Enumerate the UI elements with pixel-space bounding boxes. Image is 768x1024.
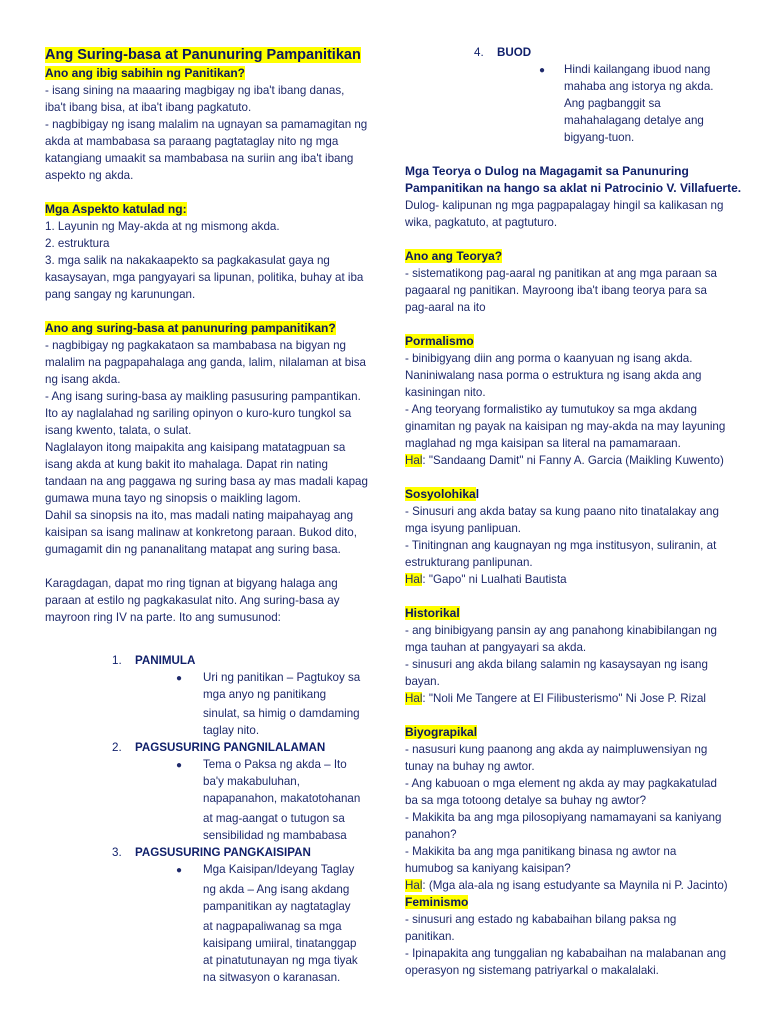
theory-heading-tail: l — [475, 487, 480, 501]
text-line: operasyon ng sistemang patriyarkal o makalalaki. — [405, 964, 659, 977]
text-line: taglay nito. — [203, 724, 260, 737]
text-line: tandaan na ang paggawa ng suring basa ay mas madali kapag — [45, 475, 368, 488]
text-line: wika, pagkatuto, at pagtuturo. — [405, 216, 558, 229]
bullet-icon: ● — [176, 673, 183, 684]
section-heading: Pampanitikan na hango sa aklat ni Patrocinio V. Villafuerte. — [405, 181, 742, 195]
bullet-icon: ● — [539, 65, 546, 76]
text-line: panahon? — [405, 828, 457, 841]
list-number: 4. — [474, 46, 484, 59]
teorya-definition — [405, 265, 755, 316]
document-title: Ang Suring-basa at Panunuring Pampanitikan — [45, 47, 361, 63]
text-line: - sinusuri ang akda bilang salamin ng kasaysayan ng isang — [405, 658, 708, 671]
text-line: humubog sa kaniyang kaisipan? — [405, 862, 571, 875]
text-line: akda at mambabasa sa paraang pagtataglay nito ng mga — [45, 135, 339, 148]
text-line: - Ang kabuoan o mga element ng akda ay may pagkakatulad — [405, 777, 717, 790]
text-line: iba't ibang bisa, at iba't ibang pagkatuto. — [45, 101, 252, 114]
text-line: - nasusuri kung paanong ang akda ay naimpluwensiyan ng — [405, 743, 708, 756]
text-line: maglahad ng mga kaisipan sa literal na pamamaraan. — [405, 437, 681, 450]
text-line: at nagpapaliwanag sa mga — [203, 920, 342, 933]
text-line: - Ang teoryang formalistiko ay tumutukoy sa mga akdang — [405, 403, 697, 416]
text-line: - nagbibigay ng isang malalim na ugnayan sa pamamagitan ng — [45, 118, 368, 131]
text-line: ng akda – Ang isang akdang — [203, 883, 350, 896]
example-text: : "Gapo" ni Lualhati Bautista — [422, 573, 567, 586]
text-line: - sinusuri ang estado ng kababaihan bilang paksa ng — [405, 913, 677, 926]
text-line: estrukturang panlipunan. — [405, 556, 533, 569]
text-line: katangiang umaakit sa mambabasa na suriin ang iba't ibang — [45, 152, 354, 165]
list-number: 1. — [112, 654, 122, 667]
text-line: gumagamit din ng pananalitang matapat ang suring basa. — [45, 543, 341, 556]
text-line: tunay na buhay ng awtor. — [405, 760, 535, 773]
text-line: - Tinitingnan ang kaugnayan ng mga institusyon, suliranin, at — [405, 539, 717, 552]
text-line: Dulog- kalipunan ng mga pagpapalagay hingil sa kalikasan ng — [405, 199, 724, 212]
part-label: PANIMULA — [135, 654, 196, 667]
text-line: - nagbibigay ng pagkakataon sa mambabasa na bigyan ng — [45, 339, 347, 352]
text-line: Uri ng panitikan – Pagtukoy sa — [203, 671, 361, 684]
example-line — [405, 690, 755, 707]
text-line: - Makikita ba ang mga pilosopiyang namamayani sa kaniyang — [405, 811, 722, 824]
heading-ano-suring-basa: Ano ang suring-basa at panunuring pampanitikan? — [45, 321, 336, 335]
text-line: mahahalagang detalye ang — [564, 114, 704, 127]
text-line: kasaysayan, mga pangyayari sa lipunan, politika, buhay at iba — [45, 271, 364, 284]
text-line: gumawa muna tayo ng sinopsis o maikling lagom. — [45, 492, 301, 505]
text-line: ba sa mga totoong detalye sa buhay ng awtor? — [405, 794, 647, 807]
text-line: ba'y makabuluhan, — [203, 775, 300, 788]
text-line: Ang pagbanggit sa — [564, 97, 661, 110]
part-item-pangkaisipan — [45, 844, 370, 861]
text-line: pagaaral ng panitikan. Mayroong iba't ibang teorya para sa — [405, 284, 707, 297]
part-item-pangnilalaman — [45, 739, 370, 756]
text-line: pag-aaral na ito — [405, 301, 486, 314]
text-line: - isang sining na maaaring magbigay ng iba't ibang danas, — [45, 84, 345, 97]
example-text: : "Noli Me Tangere at El Filibusterismo" Ni Jose P. Rizal — [422, 692, 706, 705]
example-line — [405, 571, 755, 588]
part-label: BUOD — [497, 46, 532, 59]
theory-heading: Sosyolohika — [405, 487, 476, 501]
text-line: Naglalayon itong maipakita ang kaisipang matatagpuan sa — [45, 441, 346, 454]
text-line: - sistematikong pag-aaral ng panitikan at ang mga paraan sa — [405, 267, 717, 280]
text-line: bayan. — [405, 675, 440, 688]
text-line: 2. estruktura — [45, 237, 110, 250]
text-line: pang sangay ng karunungan. — [45, 288, 196, 301]
text-line: isang akda at kung bakit ito mahalaga. Dapat rin nating — [45, 458, 328, 471]
bullet-icon: ● — [176, 865, 183, 876]
text-line: ng isang akda. — [45, 373, 121, 386]
part-label: PAGSUSURING PANGKAISIPAN — [135, 846, 311, 859]
theory-heading: Historikal — [405, 606, 460, 620]
text-line: isang kwento, talata, o sulat. — [45, 424, 192, 437]
bullet-icon: ● — [176, 760, 183, 771]
theory-heading: Feminismo — [405, 895, 469, 909]
hal-label: Hal — [405, 454, 423, 467]
text-line: mayroon ring IV na parte. Ito ang sumusunod: — [45, 611, 281, 624]
text-line: - binibigyang diin ang porma o kaanyuan ng isang akda. — [405, 352, 693, 365]
text-line: kasiningan nito. — [405, 386, 486, 399]
list-number: 2. — [112, 741, 122, 754]
example-line — [405, 877, 755, 894]
suring-basa-definition — [45, 337, 370, 558]
text-line: kaisipan sa isang malinaw at konkretong paraan. Bukod dito, — [45, 526, 357, 539]
text-line: 1. Layunin ng May-akda at ng mismong akda. — [45, 220, 280, 233]
hal-label: Hal — [405, 879, 423, 892]
text-line: sensibilidad ng mambabasa — [203, 829, 347, 842]
theory-heading: Pormalismo — [405, 334, 474, 348]
text-line: na sitwasyon o karanasan. — [203, 971, 341, 984]
theory-feminismo — [405, 894, 755, 979]
text-line: panitikan. — [405, 930, 455, 943]
part-bullet — [176, 669, 370, 739]
example-text: : (Mga ala-ala ng isang estudyante sa Maynila ni P. Jacinto) — [422, 879, 728, 892]
text-line: pampanitikan ay nagtataglay — [203, 900, 351, 913]
text-line: Tema o Paksa ng akda – Ito — [203, 758, 347, 771]
text-line: mahaba ang istorya ng akda. — [564, 80, 714, 93]
theory-pormalismo — [405, 333, 755, 469]
theory-heading: Biyograpikal — [405, 725, 478, 739]
part-item-panimula — [45, 652, 370, 669]
text-line: ginamitan ng payak na kaisipan ng may-akda na may layuning — [405, 420, 726, 433]
example-text: : "Sandaang Damit" ni Fanny A. Garcia (Maikling Kuwento) — [422, 454, 724, 467]
text-line: aspekto ng akda. — [45, 169, 134, 182]
hal-label: Hal — [405, 573, 423, 586]
part-bullet — [176, 861, 370, 986]
aspekto-list — [45, 218, 370, 303]
text-line: sinulat, sa himig o damdaming — [203, 707, 360, 720]
example-line — [405, 452, 755, 469]
text-line: paraan at estilo ng pagkakasulat nito. Ang suring-basa ay — [45, 594, 340, 607]
text-line: at mag-aangat o tutugon sa — [203, 812, 345, 825]
part-bullet — [176, 756, 370, 844]
text-line: Ito ay naglalahad ng sariling opinyon o kuro-kuro tungkol sa — [45, 407, 352, 420]
theory-sosyolohikal — [405, 486, 755, 588]
right-column — [405, 44, 755, 979]
text-line: Dahil sa sinopsis na ito, mas madali nating maipahayag ang — [45, 509, 354, 522]
heading-ano-panitikan: Ano ang ibig sabihin ng Panitikan? — [45, 66, 246, 80]
part-bullet — [539, 61, 755, 146]
text-line: mga isyung panlipuan. — [405, 522, 522, 535]
text-line: Karagdagan, dapat mo ring tignan at bigyang halaga ang — [45, 577, 338, 590]
text-line: at pinatutunayan ng mga tiyak — [203, 954, 358, 967]
list-number: 3. — [112, 846, 122, 859]
text-line: - Ipinapakita ang tunggalian ng kababaihan na malabanan ang — [405, 947, 727, 960]
text-line: 3. mga salik na nakakaapekto sa pagkakasulat gaya ng — [45, 254, 330, 267]
text-line: - Sinusuri ang akda batay sa kung paano nito tinatalakay ang — [405, 505, 719, 518]
text-line: - Makikita ba ang mga panitikang binasa ng awtor na — [405, 845, 677, 858]
text-line: bigyang-tuon. — [564, 131, 635, 144]
text-line: - Ang isang suring-basa ay maikling pasusuring pampantikan. — [45, 390, 361, 403]
part-item-buod — [405, 44, 755, 61]
section-heading: Mga Teorya o Dulog na Magagamit sa Panunuring — [405, 164, 689, 178]
left-column — [45, 44, 370, 986]
theory-historikal — [405, 605, 755, 707]
karagdagan-paragraph — [45, 575, 370, 626]
panitikan-definition — [45, 82, 370, 184]
teorya-intro — [405, 163, 755, 231]
text-line: Naniniwalang nasa porma o estruktura ng isang akda ang — [405, 369, 702, 382]
text-line: mga anyo ng panitikang — [203, 688, 327, 701]
hal-label: Hal — [405, 692, 423, 705]
parts-list — [45, 652, 370, 986]
text-line: - ang binibigyang pansin ay ang panahong kinabibilangan ng — [405, 624, 717, 637]
heading-mga-aspekto: Mga Aspekto katulad ng: — [45, 202, 187, 216]
text-line: malalim na pagpapahalaga ang ganda, lalim, nilalaman at bisa — [45, 356, 366, 369]
text-line: napapanahon, makatotohanan — [203, 792, 361, 805]
text-line: Mga Kaisipan/Ideyang Taglay — [203, 863, 355, 876]
theory-biyograpikal — [405, 724, 755, 894]
heading-ano-teorya: Ano ang Teorya? — [405, 249, 503, 263]
part-label: PAGSUSURING PANGNILALAMAN — [135, 741, 326, 754]
text-line: kaisipang umiiral, tinatanggap — [203, 937, 357, 950]
text-line: mga tauhan at pangyayari sa akda. — [405, 641, 587, 654]
text-line: Hindi kailangang ibuod nang — [564, 63, 711, 76]
